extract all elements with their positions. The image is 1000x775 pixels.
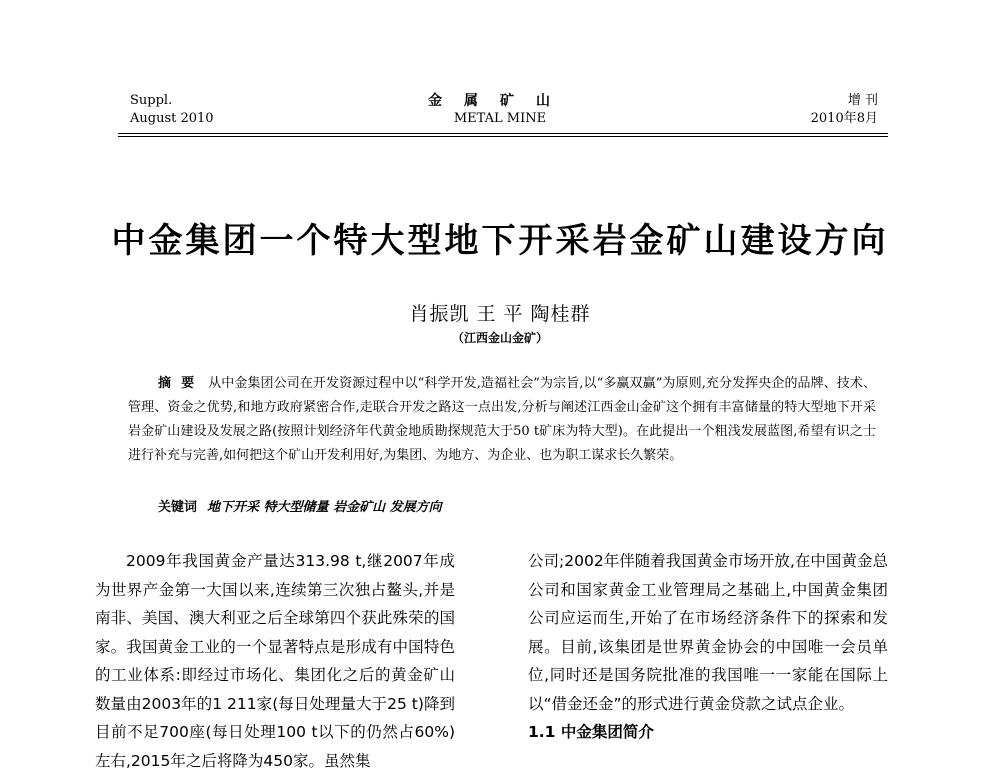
abstract-text: 从中金集团公司在开发资源过程中以“科学开发,造福社会”为宗旨,以“多赢双赢”为原则,充分发挥央企的品牌、技术、管理、资金之优势,和地方政府紧密合作,走联合开发之路这一点出发,分析与阐述江西金山金矿这个拥有丰富储量的特大型地下开采岩金矿山建设及发展之路(按照计划经济年代黄金地质勘探规范大于50 t矿床为特大型)。在此提出一个粗浅发展蓝图,希望有识之士进行补充与完善,如何把这个矿山开发利用好,为集团、为地方、为企业、也为职工谋求长久繁荣。 [128, 376, 876, 463]
abstract [128, 372, 876, 468]
body-paragraph-1: 2009年我国黄金产量达313.98 t,继2007年成为世界产金第一大国以来,连续第三次独占鳌头,并是南非、美国、澳大利亚之后全球第四个获此殊荣的国家。我国黄金工业的一个显著特点是形成有中国特色的工业体系:即经过市场化、集团化之后的黄金矿山数量由2003年的1 211家(每日处理量大于25 t)降到目前不足700座(每日处理100 t以下的仍然占60%)左右,2015年之后将降为450家。虽然集 [95, 552, 455, 770]
keywords-text: 地下开采 特大型储量 岩金矿山 发展方向 [207, 500, 442, 515]
keywords-label: 关键词 [158, 500, 198, 515]
body-right-column [528, 547, 888, 747]
journal-issue-info [811, 92, 878, 128]
body-paragraph-2: 公司;2002年伴随着我国黄金市场开放,在中国黄金总公司和国家黄金工业管理局之基础上,中国黄金集团公司应运而生,开始了在市场经济条件下的探索和发展。目前,该集团是世界黄金协会的中国唯一会员单位,同时还是国务院批准的我国唯一一家能在国际上以“借金还金”的形式进行黄金贷款之试点企业。 [528, 552, 888, 713]
affiliation: （江西金山金矿） [451, 331, 548, 345]
supplement-label: Suppl. [130, 93, 173, 108]
issue-date-cn: 2010年8月 [810, 111, 878, 126]
journal-name-en: METAL MINE [453, 111, 547, 126]
supplement-label-cn: 增 刊 [847, 93, 878, 108]
header-rule-top [118, 133, 888, 134]
body-left-column [95, 547, 455, 775]
authors: 肖振凯 王 平 陶桂群 [409, 303, 591, 325]
section-heading: 1.1 中金集团简介 [528, 723, 654, 741]
abstract-label: 摘要 [158, 376, 205, 391]
header-rule-bottom [118, 136, 888, 137]
journal-name-cn: 金属矿山 [428, 93, 572, 109]
keywords [158, 497, 878, 519]
issue-date-en: August 2010 [130, 111, 214, 126]
paper-title: 中金集团一个特大型地下开采岩金矿山建设方向 [111, 221, 889, 261]
